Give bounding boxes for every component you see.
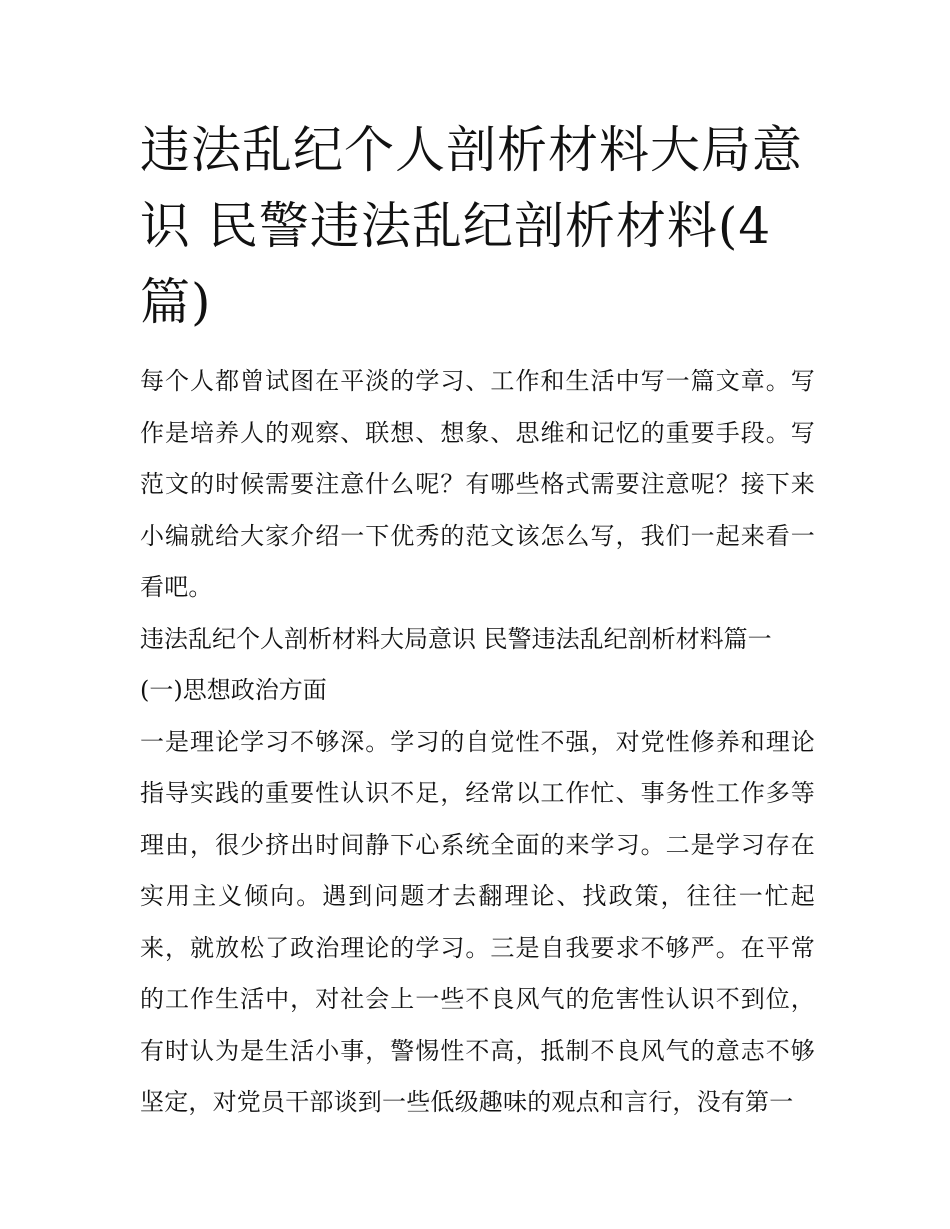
document-page — [140, 112, 815, 1129]
body-paragraph: 一是理论学习不够深。学习的自觉性不强，对党性修养和理论指导实践的重要性认识不足，经常以工作忙、事务性工作多等理由，很少挤出时间静下心系统全面的来学习。二是学习存在实用主义倾向。遇到问题才去翻理论、找政策，往往一忙起来，就放松了政治理论的学习。三是自我要求不够严。在平常的工作生活中，对社会上一些不良风气的危害性认识不到位，有时认为是生活小事，警惕性不高，抵制不良风气的意志不够坚定，对党员干部谈到一些低级趣味的观点和言行，没有第一 — [140, 727, 815, 1116]
document-title: 违法乱纪个人剖析材料大局意识 民警违法乱纪剖析材料(4篇) — [140, 121, 803, 331]
document-body — [140, 356, 815, 1129]
subsection-title: (一)思想政治方面 — [140, 676, 327, 704]
intro-paragraph: 每个人都曾试图在平淡的学习、工作和生活中写一篇文章。写作是培养人的观察、联想、想象、思维和记忆的重要手段。写范文的时候需要注意什么呢？有哪些格式需要注意呢？接下来小编就给大家介绍一下优秀的范文该怎么写，我们一起来看一看吧。 — [140, 367, 815, 601]
section-title: 违法乱纪个人剖析材料大局意识 民警违法乱纪剖析材料篇一 — [140, 624, 772, 653]
